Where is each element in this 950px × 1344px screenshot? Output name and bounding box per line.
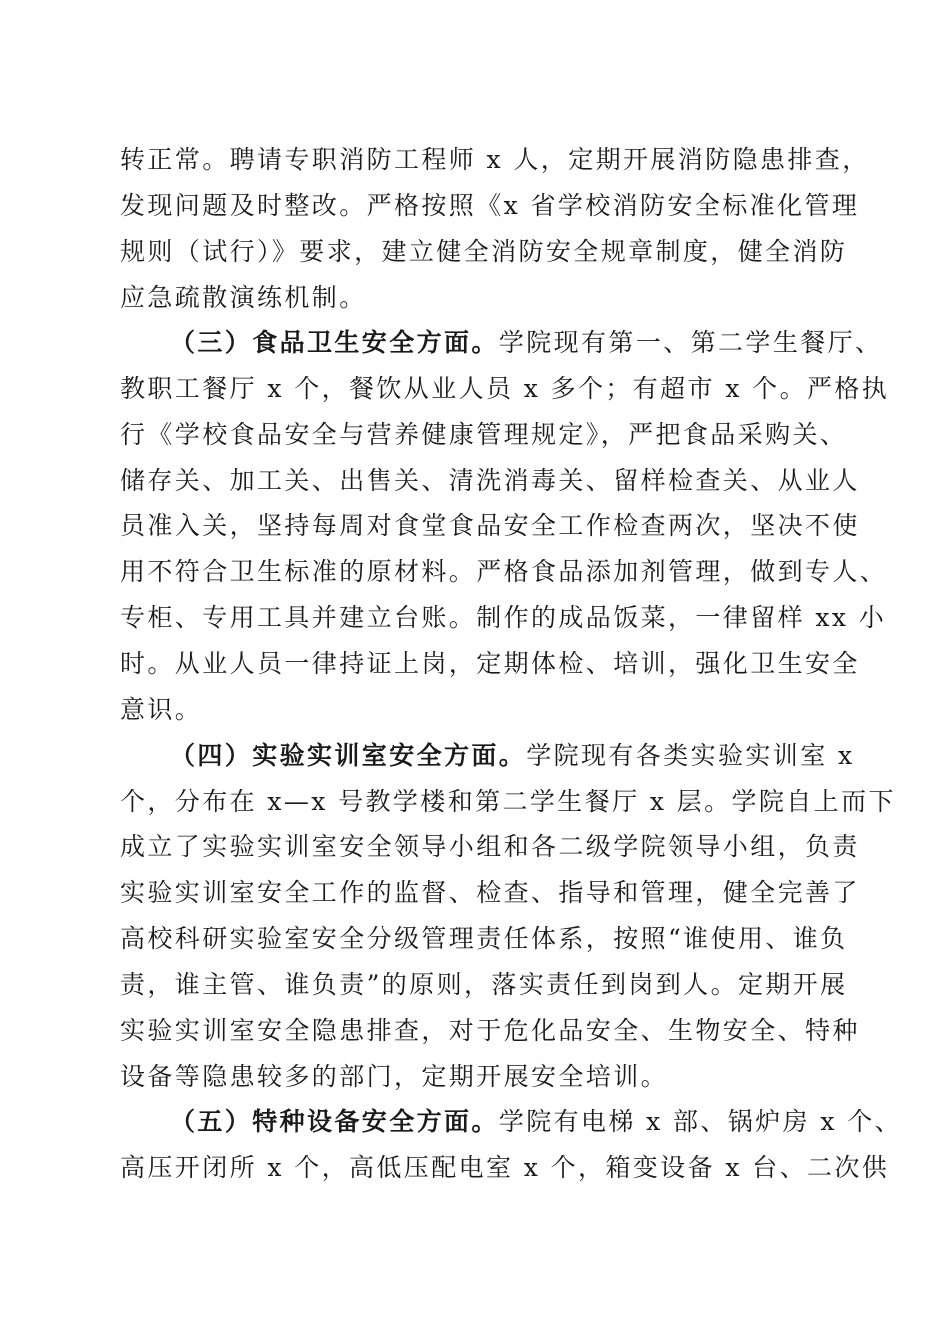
text-line: 发现问题及时整改。严格按照《x 省学校消防安全标准化管理 [120, 191, 860, 220]
text-line: 责，谁主管、谁负责”的原则，落实责任到岗到人。定期开展 [120, 970, 848, 999]
text-line: 高校科研实验室安全分级管理责任体系，按照“谁使用、谁负 [120, 924, 848, 953]
text-line: 高压开闭所 x 个，高低压配电室 x 个，箱变设备 x 台、二次供 [120, 1153, 890, 1182]
text-line: 转正常。聘请专职消防工程师 x 人，定期开展消防隐患排查， [120, 145, 870, 174]
section-heading: （三）食品卫生安全方面。 [170, 328, 499, 357]
text-span: 学院现有第一、第二学生餐厅、 [498, 328, 883, 357]
text-line: 成立了实验实训室安全领导小组和各二级学院领导小组，负责 [120, 832, 860, 861]
section-heading: （五）特种设备安全方面。 [170, 1107, 499, 1136]
text-line: 实验实训室安全工作的监督、检查、指导和管理，健全完善了 [120, 878, 860, 907]
text-line: 规则（试行）》要求，建立健全消防安全规章制度，健全消防 [120, 237, 848, 266]
text-line: 意识。 [120, 695, 203, 724]
text-line: 个，分布在 x—x 号教学楼和第二学生餐厅 x 层。学院自上而下 [120, 787, 896, 816]
text-line: 员准入关，坚持每周对食堂食品安全工作检查两次，坚决不使 [120, 511, 860, 540]
text-line: 行《学校食品安全与营养健康管理规定》，严把食品采购关、 [120, 420, 848, 449]
paragraph-first-line [170, 1106, 902, 1138]
text-line: 设备等隐患较多的部门，定期开展安全培训。 [120, 1062, 669, 1091]
text-line: 用不符合卫生标准的原材料。严格食品添加剂管理，做到专人、 [120, 557, 888, 586]
text-span: 学院有电梯 x 部、锅炉房 x 个、 [498, 1107, 902, 1136]
paragraph-first-line [170, 327, 883, 359]
text-line: 应急疏散演练机制。 [120, 283, 367, 312]
text-line: 专柜、专用工具并建立台账。制作的成品饭菜，一律留样 xx 小 [120, 603, 887, 632]
text-line: 时。从业人员一律持证上岗，定期体检、培训，强化卫生安全 [120, 649, 860, 678]
section-heading: （四）实验实训室安全方面。 [170, 741, 527, 770]
paragraph-first-line [170, 740, 855, 772]
text-line: 储存关、加工关、出售关、清洗消毒关、留样检查关、从业人 [120, 466, 860, 495]
text-line: 教职工餐厅 x 个，餐饮从业人员 x 多个；有超市 x 个。严格执 [120, 374, 890, 403]
text-line: 实验实训室安全隐患排查，对于危化品安全、生物安全、特种 [120, 1016, 860, 1045]
text-span: 学院现有各类实验实训室 x [526, 741, 855, 770]
